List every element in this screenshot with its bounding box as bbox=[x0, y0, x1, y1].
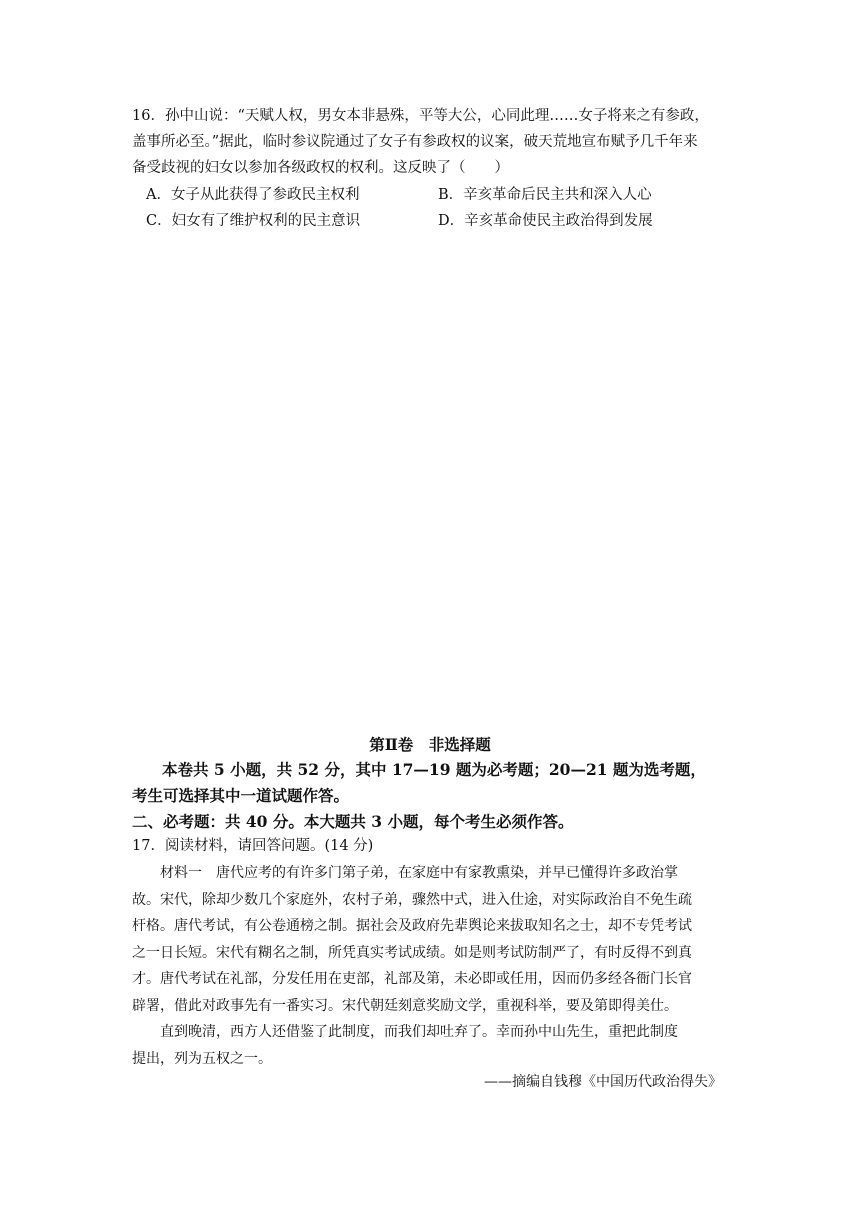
q16-option-b: B．辛亥革命后民主共和深入人心 bbox=[438, 187, 652, 203]
section-2-intro-line-1: 本卷共 5 小题，共 52 分，其中 17—19 题为必考题；20—21 题为选考题， bbox=[162, 760, 706, 779]
section-2-title: 第Ⅱ卷 非选择题 bbox=[369, 735, 491, 754]
material-line: 辟署，借此对政事先有一番实习。宋代朝廷刻意奖励文学，重视科举，要及第即得美仕。 bbox=[132, 997, 678, 1014]
material-line: 提出，列为五权之一。 bbox=[132, 1050, 272, 1067]
required-questions-heading: 二、必考题：共 40 分。本大题共 3 小题，每个考生必须作答。 bbox=[132, 812, 574, 831]
material-line: 材料一 唐代应考的有许多门第子弟，在家庭中有家教熏染，并早已懂得许多政治掌 bbox=[160, 865, 678, 881]
q17-stem: 17．阅读材料，请回答问题。(14 分) bbox=[132, 838, 374, 854]
material-line: 故。宋代，除却少数几个家庭外，农村子弟，骤然中式，进入仕途，对实际政治自不免生疏 bbox=[132, 891, 692, 908]
q17-material-source: ——摘编自钱穆《中国历代政治得失》 bbox=[484, 1074, 722, 1090]
section-2-intro-line-2: 考生可选择其中一道试题作答。 bbox=[132, 786, 350, 805]
material-line: 直到晚清，西方人还借鉴了此制度，而我们却吐弃了。幸而孙中山先生，重把此制度 bbox=[160, 1024, 678, 1040]
material-line: 之一日长短。宋代有糊名之制，所凭真实考试成绩。如是则考试防制严了，有时反得不到真 bbox=[132, 944, 692, 961]
q16-option-c: C．妇女有了维护权利的民主意识 bbox=[146, 213, 361, 229]
q16-option-a: A．女子从此获得了参政民主权利 bbox=[146, 187, 360, 203]
q16-stem-line-2: 盖事所必至。”据此，临时参议院通过了女子有参政权的议案，破天荒地宣布赋予几千年来 bbox=[132, 134, 698, 150]
q17-material-1 bbox=[132, 860, 728, 1072]
q16-stem-line-1: 16．孙中山说：“天赋人权，男女本非悬殊，平等大公，心同此理……女子将来之有参政， bbox=[132, 108, 709, 124]
material-line: 杆格。唐代考试，有公卷通榜之制。据社会及政府先辈舆论来拔取知名之士，却不专凭考试 bbox=[132, 918, 692, 934]
q16-stem-line-3: 备受歧视的妇女以参加各级政权的权利。这反映了（ ） bbox=[132, 160, 509, 176]
material-line: 才。唐代考试在礼部，分发任用在吏部，礼部及第，未必即或任用，因而仍多经各衙门长官 bbox=[132, 971, 692, 987]
q16-option-d: D．辛亥革命使民主政治得到发展 bbox=[438, 213, 653, 229]
